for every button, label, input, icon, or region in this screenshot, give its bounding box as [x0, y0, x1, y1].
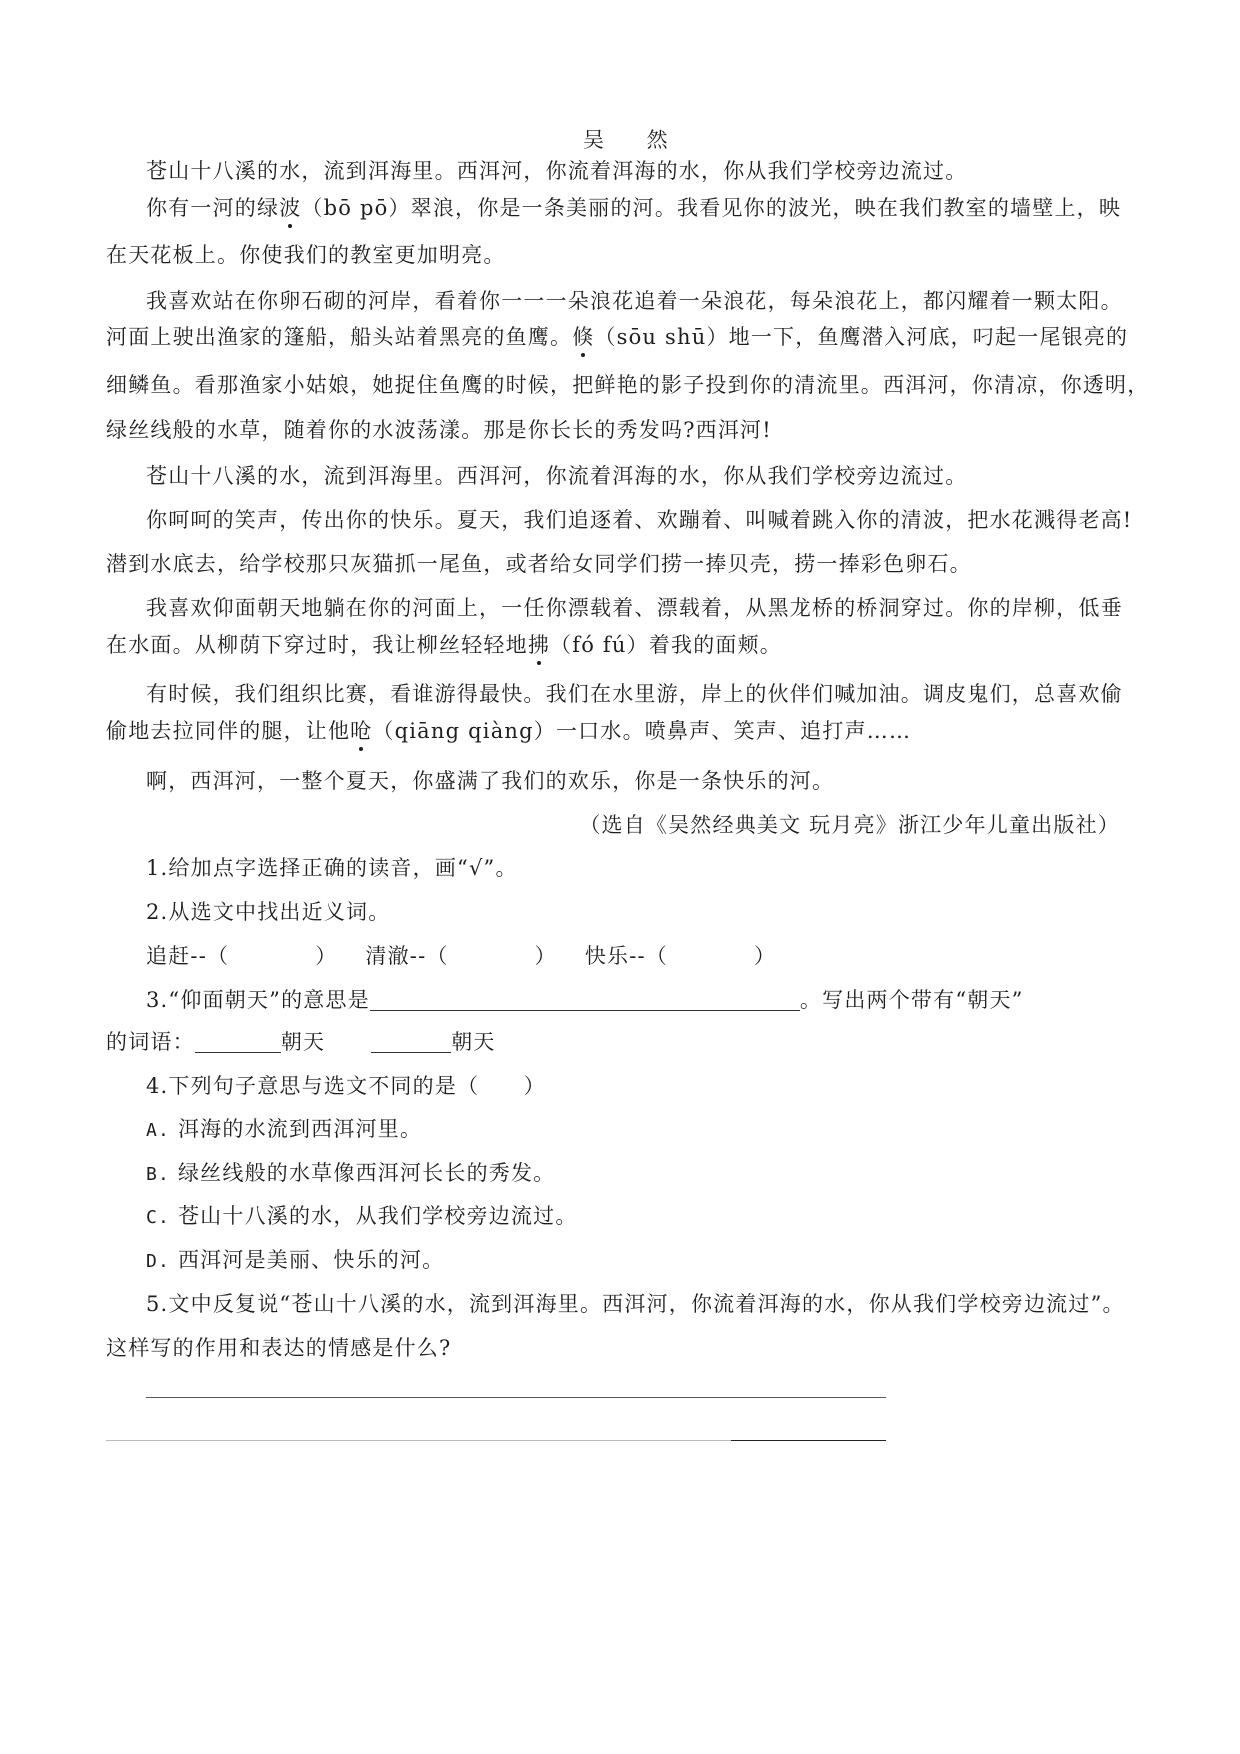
paragraph-2-line-1: 你有一河的绿波（bō pō）翠浪，你是一条美丽的河。我看见你的波光，映在我们教室的墙壁上，映	[146, 193, 1121, 223]
question-2: 2.从选文中找出近义词。	[146, 900, 391, 924]
question-3-line-2: 的词语： 朝天 朝天	[106, 1030, 496, 1054]
paragraph-4: 苍山十八溪的水，流到洱海里。西洱河，你流着洱海的水，你从我们学校旁边流过。	[146, 464, 968, 488]
paragraph-3-line-1: 我喜欢站在你卵石砌的河岸，看着你一一一朵浪花追着一朵浪花，每朵浪花上，都闪耀着一颗太阳。	[146, 289, 1123, 313]
dotted-char-shu: 倏	[572, 322, 594, 352]
dotted-char-bo: 波	[279, 193, 301, 223]
paragraph-8: 啊，西洱河，一整个夏天，你盛满了我们的欢乐，你是一条快乐的河。	[146, 769, 835, 793]
blank-kuaile-open: 快乐--（	[584, 944, 669, 968]
question-3-line-1: 3.“仰面朝天”的意思是 。写出两个带有“朝天”	[146, 988, 1024, 1012]
answer-line-chaotian-1[interactable]	[195, 1030, 281, 1053]
blank-qingche-close: ）	[534, 944, 557, 968]
answer-line-meaning[interactable]	[370, 988, 800, 1011]
paragraph-5-line-1: 你呵呵的笑声，传出你的快乐。夏天，我们追逐着、欢蹦着、叫喊着跳入你的清波，把水花溅得老高!	[146, 508, 1133, 532]
option-a[interactable]: A. 洱海的水流到西洱河里。	[146, 1117, 423, 1141]
dotted-char-fu: 拂	[528, 630, 550, 660]
option-b[interactable]: B. 绿丝线般的水草像西洱河长长的秀发。	[146, 1161, 556, 1185]
paragraph-1: 苍山十八溪的水，流到洱海里。西洱河，你流着洱海的水，你从我们学校旁边流过。	[146, 159, 968, 183]
dotted-char-qiang: 呛	[350, 716, 372, 746]
blank-zhuigan-close: ）	[315, 944, 338, 968]
paragraph-6-line-1: 我喜欢仰面朝天地躺在你的河面上，一任你漂载着、漂载着，从黑龙桥的桥洞穿过。你的岸柳，低垂	[146, 596, 1123, 620]
question-1: 1.给加点字选择正确的读音，画“√”。	[146, 856, 518, 880]
blank-kuaile-close: ）	[754, 944, 777, 968]
paragraph-2-line-2: 在天花板上。你使我们的教室更加明亮。	[106, 243, 506, 267]
paragraph-3-line-2: 河面上驶出渔家的篷船，船头站着黑亮的鱼鹰。倏（sōu shū）地一下，鱼鹰潜入河底，叼起一尾银亮的	[106, 322, 1128, 352]
question-5-line-1: 5.文中反复说“苍山十八溪的水，流到洱海里。西洱河，你流着洱海的水，你从我们学校旁边流过”。	[146, 1292, 1125, 1316]
paragraph-7-line-1: 有时候，我们组织比赛，看谁游得最快。我们在水里游，岸上的伙伴们喊加油。调皮鬼们，总喜欢偷	[146, 682, 1123, 706]
paragraph-6-line-2: 在水面。从柳荫下穿过时，我让柳丝轻轻地拂（fó fú）着我的面颊。	[106, 630, 782, 660]
paragraph-5-line-2: 潜到水底去，给学校那只灰猫抓一尾鱼，或者给女同学们捞一捧贝壳，捞一捧彩色卵石。	[106, 552, 972, 576]
option-c[interactable]: C. 苍山十八溪的水，从我们学校旁边流过。	[146, 1204, 578, 1228]
answer-line-chaotian-2[interactable]	[371, 1030, 451, 1053]
paragraph-3-line-3: 细鳞鱼。看那渔家小姑娘，她捉住鱼鹰的时候，把鲜艳的影子投到你的清流里。西洱河，你清凉，你透明，	[106, 373, 1150, 397]
question-2-synonym-blanks	[146, 941, 776, 971]
blank-zhuigan-open: 追赶--（	[146, 944, 230, 968]
source-citation: （选自《吴然经典美文 玩月亮》浙江少年儿童出版社）	[579, 813, 1120, 837]
blank-qingche-open: 清澈--（	[365, 944, 449, 968]
answer-line-2-faint[interactable]	[106, 1440, 731, 1441]
paragraph-7-line-2: 偷地去拉同伴的腿，让他呛（qiāng qiàng）一口水。喷鼻声、笑声、追打声……	[106, 716, 911, 746]
question-4: 4.下列句子意思与选文不同的是（ ）	[146, 1074, 546, 1098]
author-name: 吴 然	[583, 128, 686, 152]
option-d[interactable]: D. 西洱河是美丽、快乐的河。	[146, 1248, 445, 1272]
answer-line-2-end[interactable]	[731, 1440, 886, 1441]
paragraph-3-line-4: 绿丝线般的水草，随着你的水波荡漾。那是你长长的秀发吗?西洱河!	[106, 418, 772, 442]
question-5-line-2: 这样写的作用和表达的情感是什么?	[106, 1336, 452, 1360]
answer-line-1[interactable]	[146, 1397, 886, 1398]
